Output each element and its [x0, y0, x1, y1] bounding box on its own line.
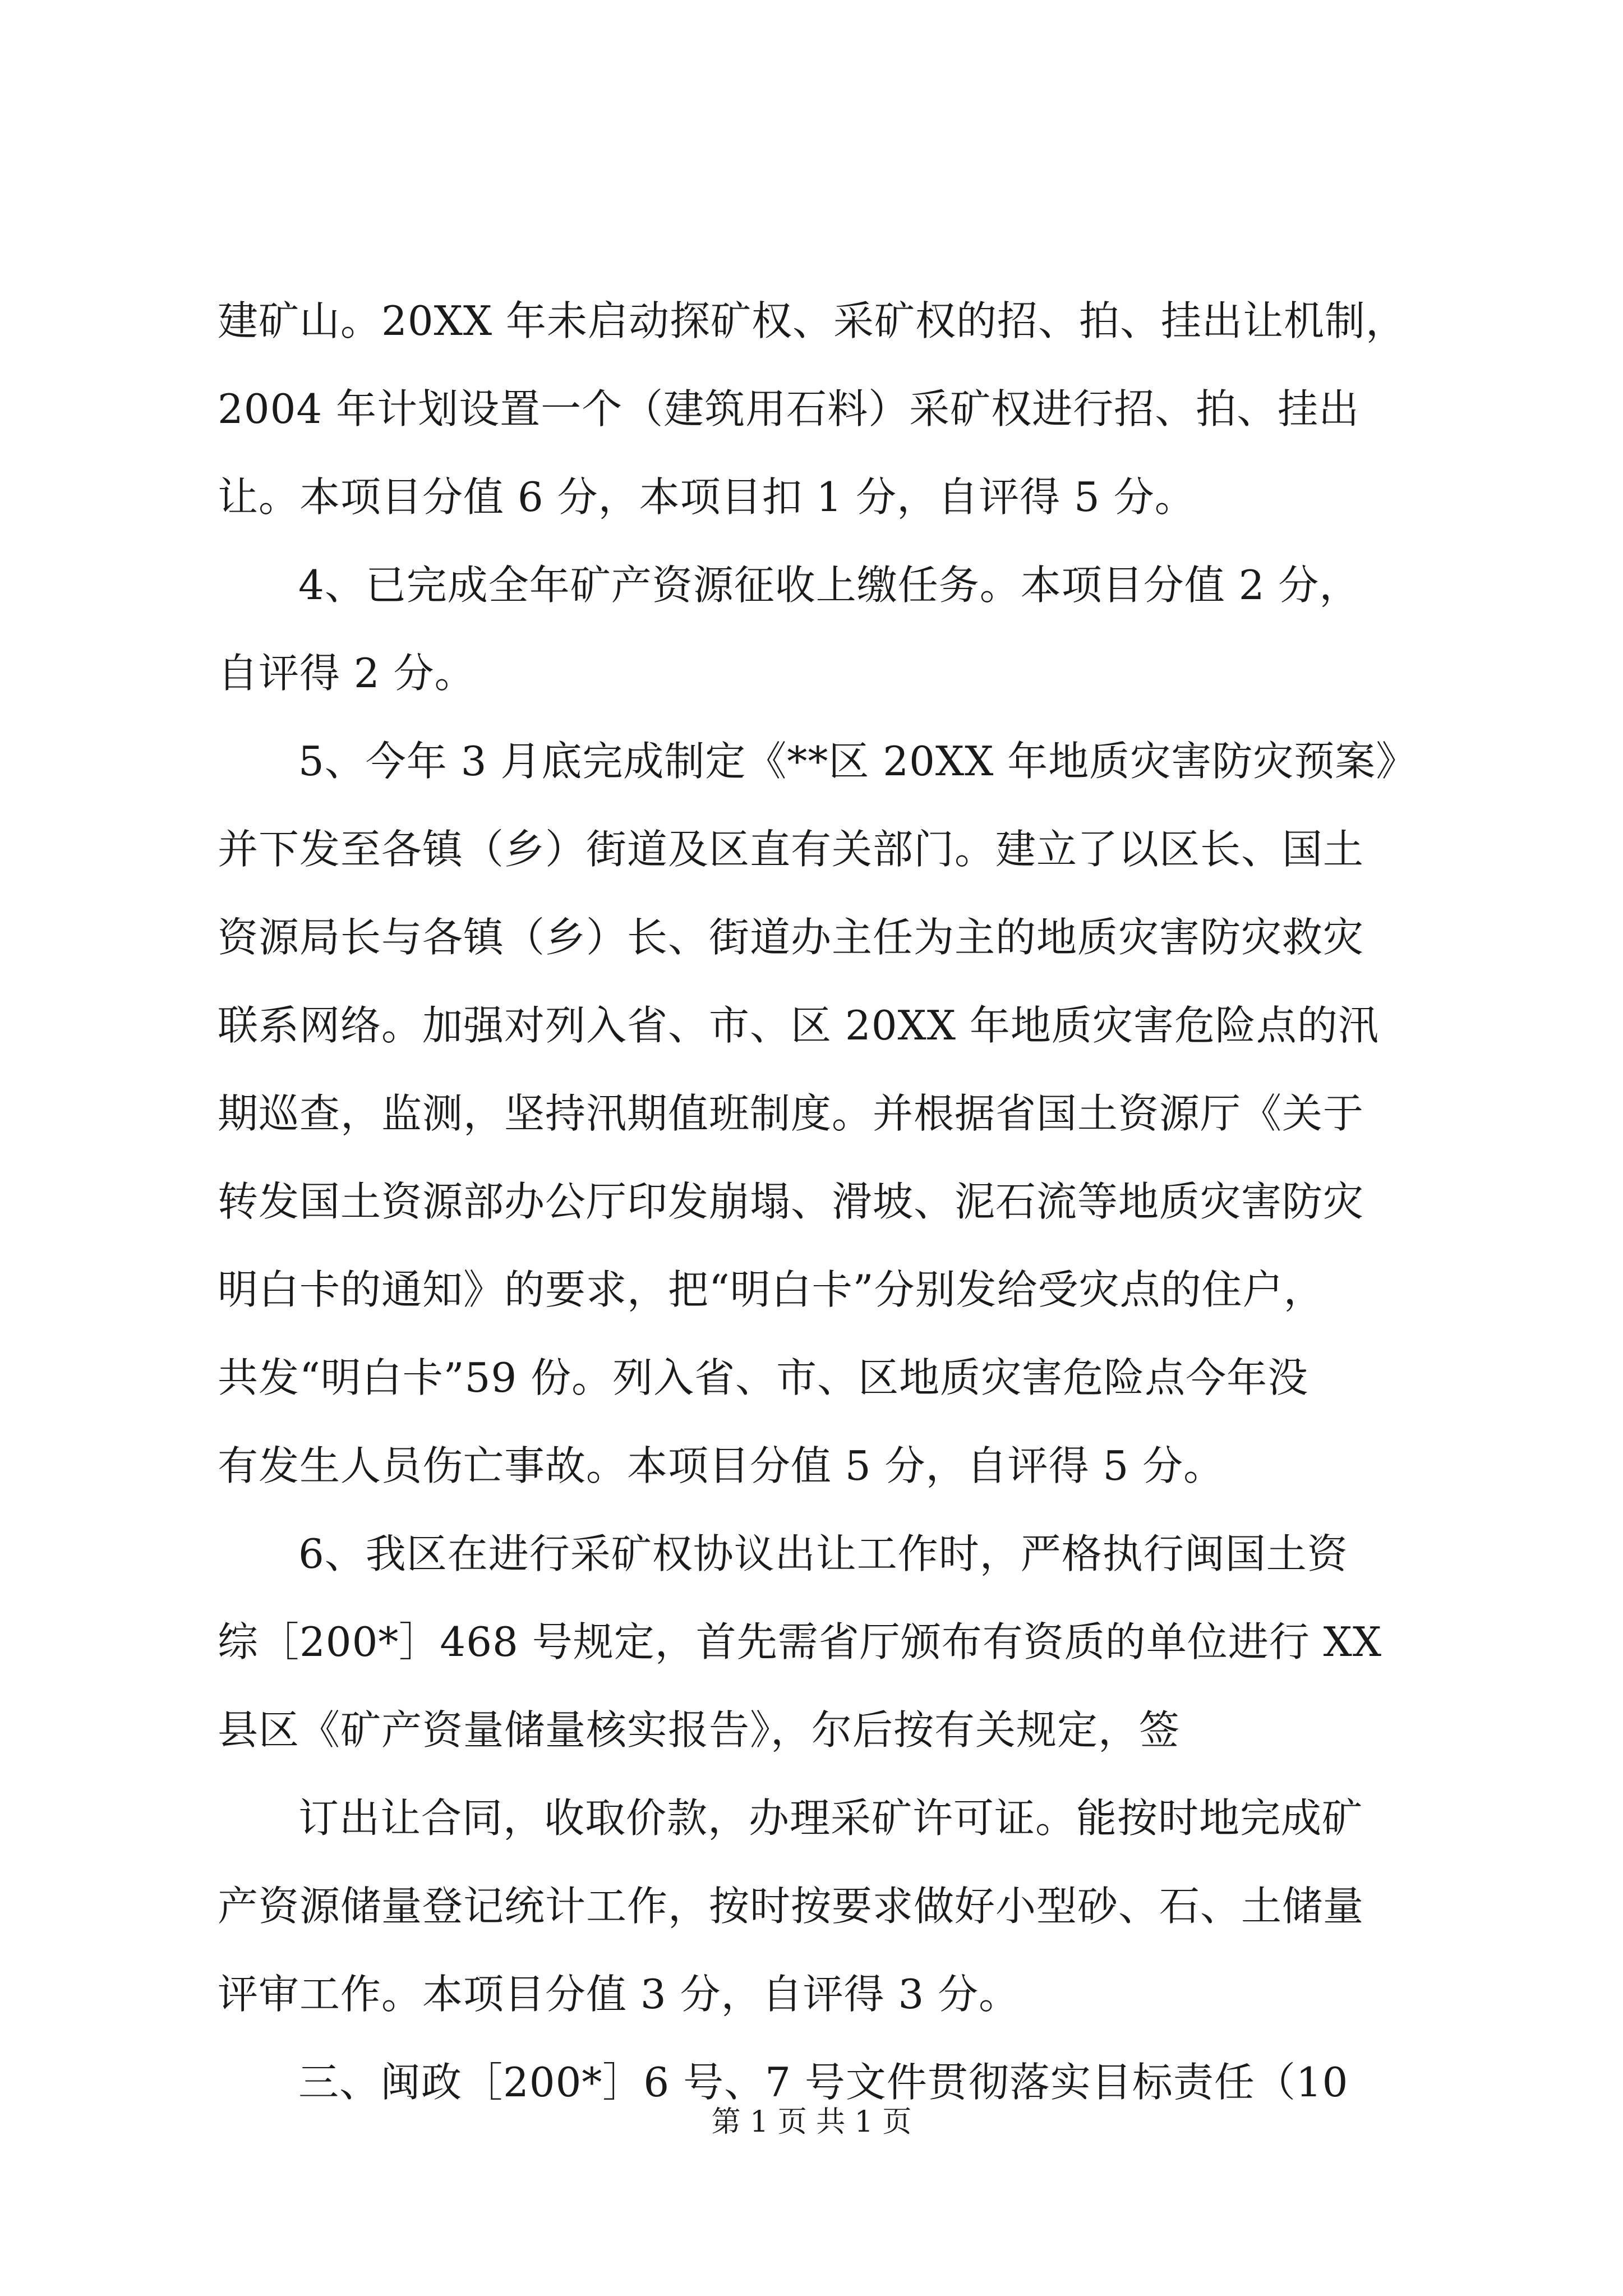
text-line: 自评得 2 分。 [218, 650, 476, 697]
text-line: 资源局长与各镇（乡）长、街道办主任为主的地质灾害防灾救灾 [218, 914, 1364, 961]
text-line: 订出让合同，收取价款，办理采矿许可证。能按时地完成矿 [298, 1795, 1363, 1842]
text-line: 建矿山。20XX 年未启动探矿权、采矿权的招、拍、挂出让机制， [218, 297, 1407, 344]
text-line: 4、已完成全年矿产资源征收上缴任务。本项目分值 2 分， [298, 562, 1361, 609]
text-line: 有发生人员伤亡事故。本项目分值 5 分，自评得 5 分。 [218, 1442, 1225, 1489]
text-line: 转发国土资源部办公厅印发崩塌、滑坡、泥石流等地质灾害防灾 [218, 1178, 1364, 1225]
text-line: 县区《矿产资量储量核实报告》，尔后按有关规定，签 [218, 1706, 1181, 1754]
document-body [218, 277, 1418, 2127]
page-number-footer: 第 1 页 共 1 页 [711, 2105, 912, 2139]
text-line: 期巡查，监测，坚持汛期值班制度。并根据省国土资源厅《关于 [218, 1090, 1364, 1137]
text-line: 综［200*］468 号规定，首先需省厅颁布有资质的单位进行 XX [218, 1618, 1382, 1665]
text-line: 产资源储量登记统计工作，按时按要求做好小型砂、石、土储量 [218, 1883, 1364, 1930]
text-line: 联系网络。加强对列入省、市、区 20XX 年地质灾害危险点的汛 [218, 1002, 1379, 1049]
text-line: 6、我区在进行采矿权协议出让工作时，严格执行闽国土资 [298, 1530, 1348, 1577]
text-line: 并下发至各镇（乡）街道及区直有关部门。建立了以区长、国土 [218, 826, 1364, 873]
text-line: 2004 年计划设置一个（建筑用石料）采矿权进行招、拍、挂出 [218, 385, 1360, 432]
text-line: 明白卡的通知》的要求，把“明白卡”分别发给受灾点的住户， [218, 1266, 1325, 1313]
text-line: 三、闽政［200*］6 号、7 号文件贯彻落实目标责任（10 [298, 2059, 1349, 2106]
text-line: 共发“明白卡”59 份。列入省、市、区地质灾害危险点今年没 [218, 1354, 1309, 1401]
text-line: 让。本项目分值 6 分，本项目扣 1 分，自评得 5 分。 [218, 473, 1196, 521]
text-line: 评审工作。本项目分值 3 分，自评得 3 分。 [218, 1971, 1020, 2018]
text-line: 5、今年 3 月底完成制定《**区 20XX 年地质灾害防灾预案》 [298, 738, 1417, 785]
